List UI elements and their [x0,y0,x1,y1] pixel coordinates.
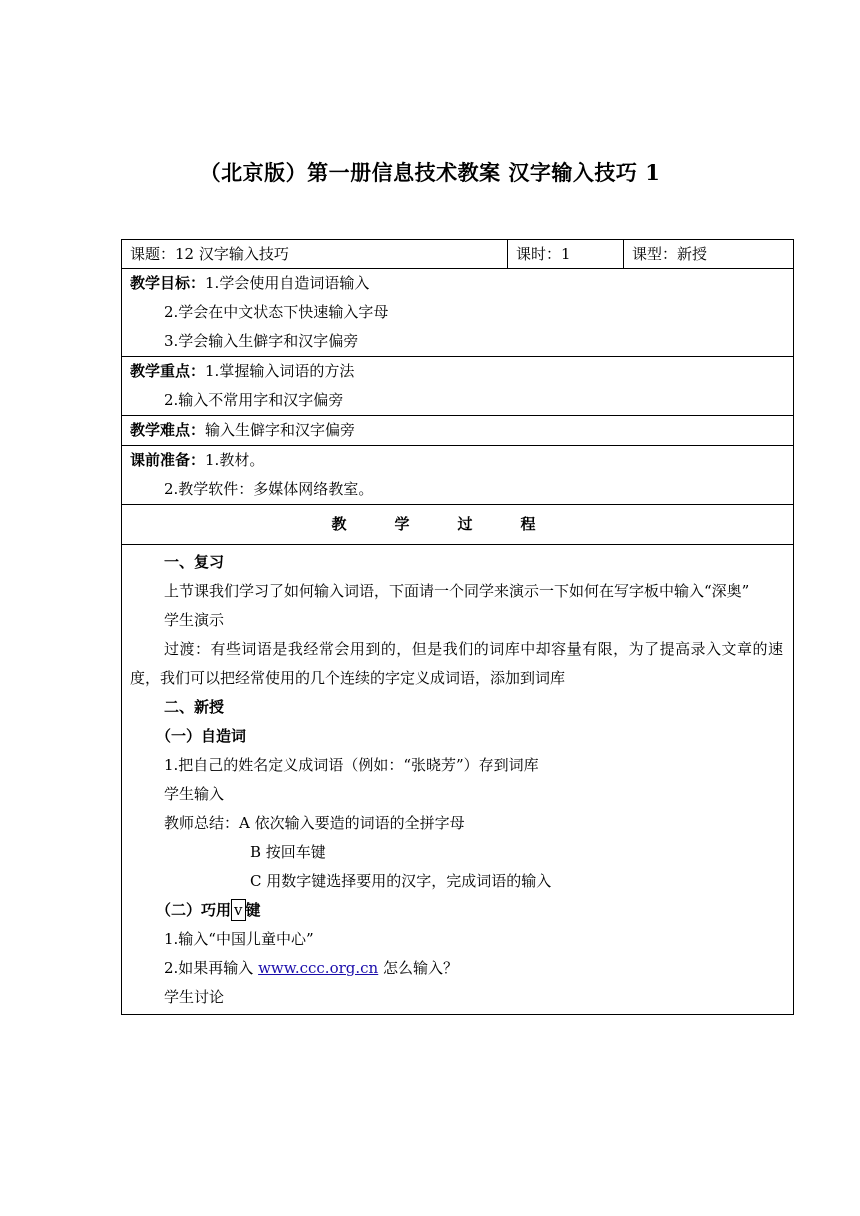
url-link[interactable]: www.ccc.org.cn [258,959,379,977]
objective-item: 2.学会在中文状态下快速输入字母 [164,303,389,321]
difficulties-label: 教学难点： [130,421,206,439]
student-discuss: 学生讨论 [164,988,225,1006]
preparation-label: 课前准备： [130,451,206,469]
objectives-label: 教学目标： [130,274,206,292]
v-key-box: v [231,899,245,921]
summary-step: C 用数字键选择要用的汉字，完成词语的输入 [250,872,552,890]
key-points-label: 教学重点： [130,362,206,380]
key-points-row [122,357,794,416]
review-heading: 一、复习 [164,553,225,571]
objective-item: 1.学会使用自造词语输入 [205,274,370,292]
review-paragraph: 上节课我们学习了如何输入词语，下面请一个同学来演示一下如何在写字板中输入“深奥” [164,582,750,600]
lesson-plan-table [121,239,794,1015]
self-made-words-heading: （一）自造词 [156,727,247,745]
summary-step: A 依次输入要造的词语的全拼字母 [239,814,465,832]
student-demo: 学生演示 [164,611,225,629]
document-title: （北京版）第一册信息技术教案 汉字输入技巧 1 [199,160,661,185]
header-row [122,240,794,269]
process-title-row [122,505,794,545]
process-title: 教学过程 [122,505,794,545]
v-key-item-suffix: 怎么输入？ [378,959,458,977]
transition-paragraph: 过渡：有些词语是我经常会用到的，但是我们的词库中却容量有限，为了提高录入文章的速度，我们可以把经常使用的几个连续的字定义成词语，添加到词库 [130,640,783,687]
student-input: 学生输入 [164,785,225,803]
key-point-item: 1.掌握输入词语的方法 [205,362,355,380]
v-key-heading-prefix: （二）巧用 [156,901,232,919]
preparation-item: 2.教学软件：多媒体网络教室。 [164,480,374,498]
teacher-summary-label: 教师总结： [164,814,240,832]
key-point-item: 2.输入不常用字和汉字偏旁 [164,391,344,409]
objectives-cell [122,269,794,357]
self-made-words-item: 1.把自己的姓名定义成词语（例如：“张晓芳”）存到词库 [164,756,539,774]
new-lesson-heading: 二、新授 [164,698,225,716]
difficulties-text: 输入生僻字和汉字偏旁 [205,421,356,439]
periods-cell: 课时：1 [508,240,624,269]
process-row [122,545,794,1015]
v-key-item [130,954,785,983]
v-key-heading [130,896,785,925]
topic-cell: 课题：12 汉字输入技巧 [122,240,508,269]
difficulties-row [122,416,794,446]
v-key-heading-suffix: 键 [245,901,261,919]
type-cell: 课型：新授 [624,240,794,269]
preparation-row [122,446,794,505]
v-key-item: 1.输入“中国儿童中心” [164,930,314,948]
preparation-item: 1.教材。 [205,451,265,469]
summary-step: B 按回车键 [250,843,326,861]
v-key-item-prefix: 2.如果再输入 [164,959,259,977]
objectives-row [122,269,794,357]
key-points-cell [122,357,794,416]
process-cell [122,545,794,1015]
difficulties-cell [122,416,794,446]
objective-item: 3.学会输入生僻字和汉字偏旁 [164,332,359,350]
preparation-cell [122,446,794,505]
